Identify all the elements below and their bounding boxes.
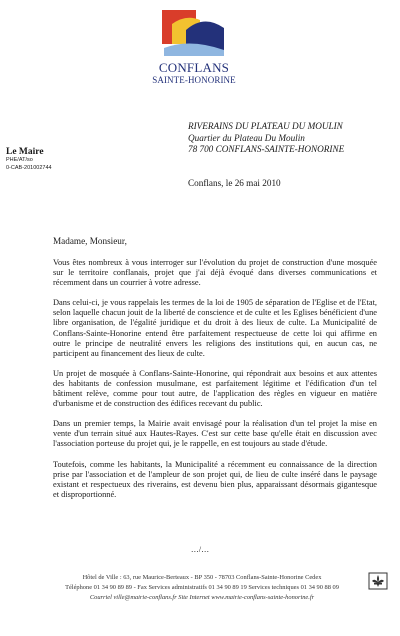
- recipient-address: [188, 121, 398, 156]
- paragraph-3: Un projet de mosquée à Conflans-Sainte-Honorine, qui répondrait aux besoins et aux attentes des habitants de confession musulmane, est parfaitement légitime et l'édification d'un tel bâtiment relève, comme pour tout autre, de l'application des règles en vigueur en matière d'urbanisme et de construction des édifices recevant du public.: [53, 368, 377, 409]
- reference-line-2: 0-CAB-201002744: [6, 164, 52, 171]
- logo-subtitle: SAINTE-HONORINE: [152, 75, 236, 85]
- continuation-mark: …/…: [190, 545, 210, 554]
- sender-title: Le Maire: [6, 147, 44, 157]
- footer-contact: Courriel ville@mairie-conflans.fr Site Internet www.mairie-conflans-sainte-honorine.fr: [89, 593, 315, 601]
- salutation: Madame, Monsieur,: [53, 236, 127, 246]
- footer-phone: Téléphone 01 34 90 89 89 - Fax Services administratifs 01 34 90 89 19 Services techniques 01 34 90 88 09: [65, 583, 339, 591]
- reference-line-1: PHE/AT/so: [6, 157, 33, 163]
- logo-emblem-icon: [160, 8, 228, 58]
- recipient-line-2: Quartier du Plateau Du Moulin: [188, 132, 305, 143]
- recipient-line-3: 78 700 CONFLANS-SAINTE-HONORINE: [188, 144, 345, 154]
- paragraph-2: Dans celui-ci, je vous rappelais les termes de la loi de 1905 de séparation de l'Eglise et de l'Etat, selon laquelle chacun jouit de la liberté de conscience et de culte et les Eglises bénéficient d'une libre organisation, de l'égalité juridique et du droit à des lieux de culte. La Municipalité de Conflans-Sainte-Honorine entend être parfaitement respectueuse de cette loi qui affirme en outre le principe de neutralité envers les religions des institutions qui, en aucun cas, ne participent au financement des lieux de culte.: [53, 298, 377, 358]
- footer-address: Hôtel de Ville : 63, rue Maurice-Berteaux - BP 350 - 78703 Conflans-Sainte-Honorine Cedex: [82, 574, 322, 581]
- letter-body: [53, 258, 377, 510]
- paragraph-4: Dans un premier temps, la Mairie avait envisagé pour la réalisation d'un tel projet la mise en vente d'un terrain situé aux Hautes-Rayes. C'est sur cette base qu'elle était en discussion avec l'association porteuse du projet qui, je le rappelle, en est toujours au stade d'étude.: [53, 419, 377, 449]
- recipient-line-1: RIVERAINS DU PLATEAU DU MOULIN: [188, 121, 343, 131]
- sender-block: [6, 147, 106, 172]
- paragraph-5: Toutefois, comme les habitants, la Municipalité a récemment eu connaissance de la direction prise par l'association et de l'ampleur de son projet qui, de lieu de culte inséré dans le paysage existant et respectueux des riverains, est devenu bien plus, apparaissant désormais gigantesque et disproportionné.: [53, 459, 377, 499]
- logo-name: CONFLANS: [158, 60, 230, 75]
- letter-date: Conflans, le 26 mai 2010: [188, 178, 281, 188]
- paragraph-1: Vous êtes nombreux à vous interroger sur l'évolution du projet de construction d'une mosquée sur le territoire conflanais, projet que j'ai déjà évoqué dans diverses communications et récemment dans un courrier à votre adresse.: [53, 258, 377, 288]
- letter-footer: [38, 573, 366, 602]
- fleur-de-lis-icon: [368, 572, 388, 595]
- conflans-logo: [146, 8, 242, 108]
